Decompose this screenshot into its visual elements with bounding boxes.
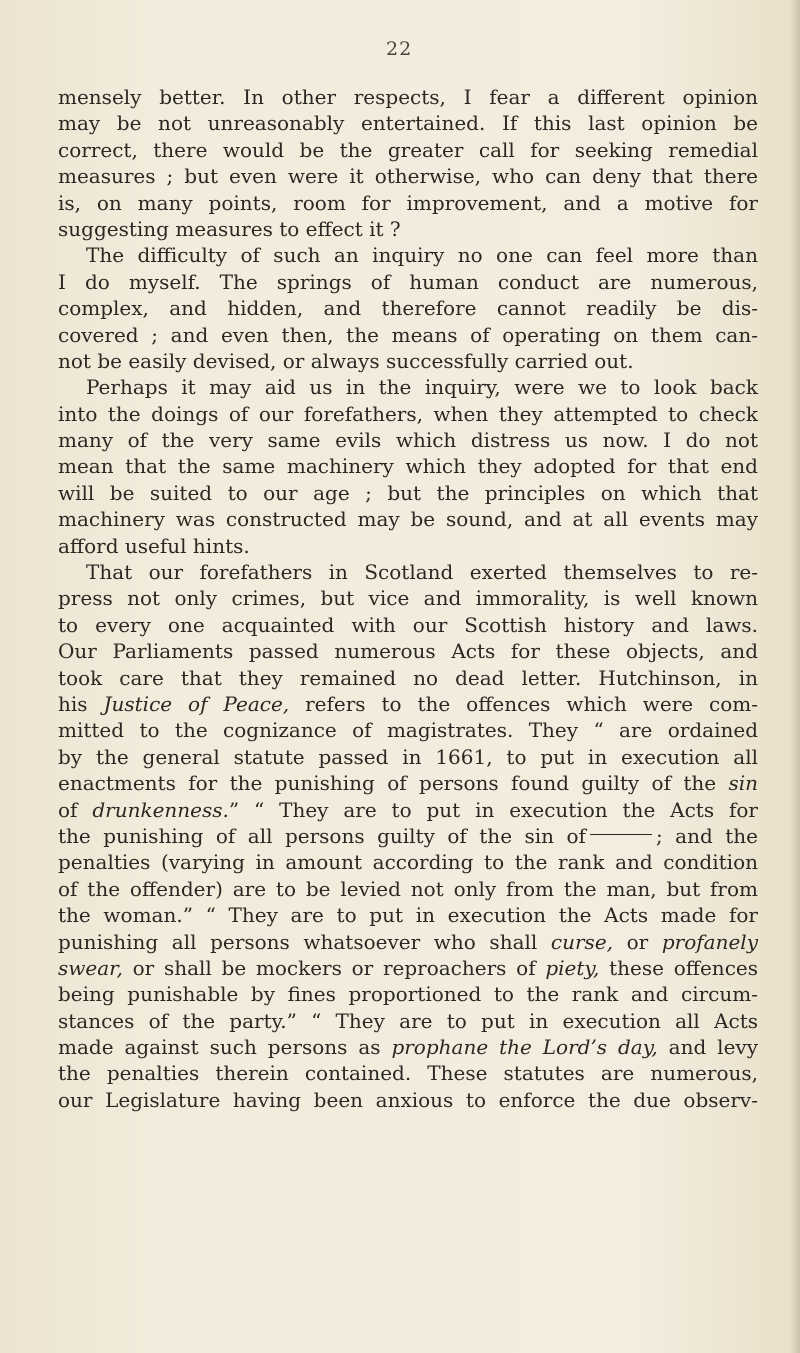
italic-term: swear, — [58, 955, 123, 980]
text-line: mean that the same machinery which they adopted for that end — [58, 454, 758, 479]
text-line: That our forefathers in Scotland exerted themselves to re- — [86, 560, 758, 585]
text-line: will be suited to our age ; but the principles on which that — [58, 480, 758, 505]
text-segment: his — [58, 691, 104, 716]
text-line: not be easily devised, or always successfully carried out. — [58, 348, 634, 373]
text-line: took care that they remained no dead letter. Hutchinson, in — [58, 665, 758, 690]
text-segment: punishing all persons whatsoever who shall — [58, 929, 551, 954]
italic-term: piety, — [545, 955, 600, 980]
text-segment: ” “ They are to put in execution the Acts for — [228, 797, 758, 822]
text-line: measures ; but even were it otherwise, who can deny that there — [58, 164, 758, 189]
text-line: afford useful hints. — [58, 533, 250, 558]
omitted-word-dash — [590, 834, 652, 835]
body-text — [58, 84, 758, 1113]
page-edge-shadow — [790, 0, 800, 1353]
text-segment: the punishing of all persons guilty of the sin of — [58, 823, 586, 848]
text-segment: or shall be mockers or reproachers of — [122, 955, 546, 980]
text-line: press not only crimes, but vice and immorality, is well known — [58, 586, 758, 611]
text-segment: ; and the — [655, 823, 758, 848]
text-line: by the general statute passed in 1661, to put in execution all — [58, 744, 758, 769]
text-line — [58, 797, 758, 823]
text-line: is, on many points, room for improvement, and a motive for — [58, 190, 758, 215]
text-line: mitted to the cognizance of magistrates. They “ are ordained — [58, 718, 758, 743]
text-line: mensely better. In other respects, I fear a different opinion — [58, 85, 758, 109]
text-line: complex, and hidden, and therefore cannot readily be dis- — [58, 296, 758, 321]
text-line: being punishable by fines proportioned to the rank and circum- — [58, 982, 758, 1007]
italic-term: prophane the Lord’s day, — [391, 1035, 658, 1060]
text-line: covered ; and even then, the means of operating on them can- — [58, 322, 758, 347]
text-line: the penalties therein contained. These statutes are numerous, — [58, 1061, 758, 1086]
italic-term: sin — [728, 771, 758, 796]
text-line — [58, 929, 758, 955]
text-segment: of — [58, 797, 93, 822]
text-segment: made against such persons as — [58, 1035, 392, 1060]
italic-term: profanely — [661, 929, 758, 954]
book-title-italic: Justice of Peace, — [103, 691, 290, 716]
text-line: suggesting measures to effect it ? — [58, 216, 401, 241]
text-line: into the doings of our forefathers, when they attempted to check — [58, 401, 758, 426]
text-line — [58, 823, 758, 849]
text-line: may be not unreasonably entertained. If this last opinion be — [58, 111, 758, 136]
page-number: 22 — [386, 38, 413, 60]
text-line — [58, 770, 758, 796]
text-line: The difficulty of such an inquiry no one can feel more than — [86, 243, 758, 268]
text-line: machinery was constructed may be sound, and at all events may — [58, 507, 758, 532]
text-line: Perhaps it may aid us in the inquiry, were we to look back — [86, 375, 758, 400]
text-line: many of the very same evils which distress us now. I do not — [58, 428, 758, 453]
text-line: stances of the party.” “ They are to put in execution all Acts — [58, 1008, 758, 1033]
text-segment: or — [613, 929, 662, 954]
text-segment: enactments for the punishing of persons found guilty of the — [58, 771, 729, 796]
text-segment: these offences — [599, 955, 758, 980]
text-segment: and levy — [657, 1035, 758, 1060]
text-segment: refers to the offences which were com- — [289, 691, 758, 716]
text-line: Our Parliaments passed numerous Acts for these objects, and — [58, 639, 758, 664]
text-line — [58, 691, 758, 717]
text-line: I do myself. The springs of human conduct are numerous, — [58, 269, 758, 294]
text-line: the woman.” “ They are to put in execution the Acts made for — [58, 903, 758, 928]
text-line — [58, 955, 758, 981]
text-line: penalties (varying in amount according to the rank and condition — [58, 850, 758, 875]
italic-term: curse, — [550, 929, 614, 954]
text-line: our Legislature having been anxious to enforce the due observ- — [58, 1087, 758, 1112]
text-line: of the offender) are to be levied not only from the man, but from — [58, 876, 758, 901]
text-line: correct, there would be the greater call for seeking remedial — [58, 137, 758, 162]
text-line — [58, 1034, 758, 1060]
text-line: to every one acquainted with our Scottish history and laws. — [58, 612, 758, 637]
italic-term: drunkenness. — [92, 797, 229, 822]
